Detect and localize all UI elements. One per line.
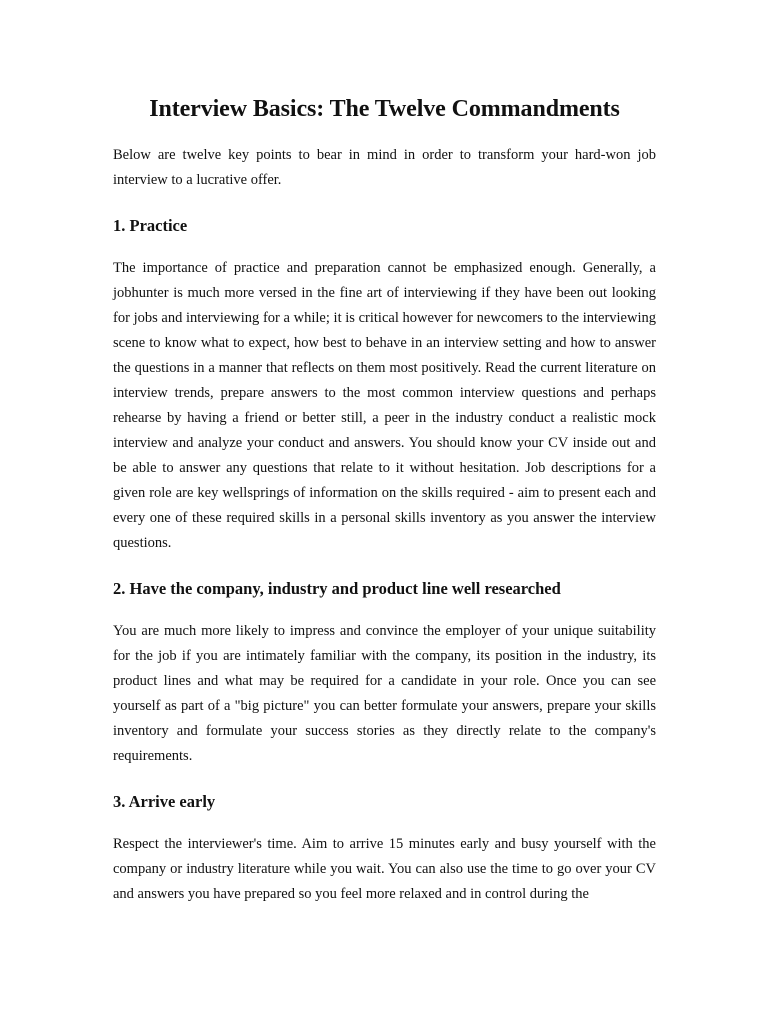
section-heading-arrive-early: 3. Arrive early: [113, 792, 216, 811]
document-page: [113, 0, 656, 907]
intro-paragraph: Below are twelve key points to bear in mind in order to transform your hard-won job interview to a lucrative offer.: [113, 147, 656, 188]
document-title: Interview Basics: The Twelve Commandments: [149, 96, 620, 122]
section-heading-research: 2. Have the company, industry and product line well researched: [113, 579, 561, 598]
section-body-research: You are much more likely to impress and convince the employer of your unique suitability for the job if you are intimately familiar with the company, its position in the industry, its product lines and what may be required for a candidate in your role. Once you can see yourself as part of a "big picture" you can better formulate your answers, prepare your skills inventory and formulate your success stories as they directly relate to the company's requirements.: [113, 623, 656, 764]
section-body-practice: The importance of practice and preparation cannot be emphasized enough. Generally, a jobhunter is much more versed in the fine art of interviewing if they have been out looking for jobs and interviewing for a while; it is critical however for newcomers to the interviewing scene to know what to expect, how best to behave in an interview setting and how to answer the questions in a manner that reflects on them most positively. Read the current literature on interview trends, prepare answers to the most common interview questions and perhaps rehearse by having a friend or better still, a peer in the industry conduct a realistic mock interview and analyze your conduct and answers. You should know your CV inside out and be able to answer any questions that relate to it without hesitation. Job descriptions for a given role are key wellsprings of information on the skills required - aim to present each and every one of these required skills in a personal skills inventory as you answer the interview questions.: [113, 260, 656, 551]
section-body-arrive-early: Respect the interviewer's time. Aim to arrive 15 minutes early and busy yourself with the company or industry literature while you wait. You can also use the time to go over your CV and answers you have prepared so you feel more relaxed and in control during the: [113, 836, 656, 902]
section-heading-practice: 1. Practice: [113, 216, 188, 235]
